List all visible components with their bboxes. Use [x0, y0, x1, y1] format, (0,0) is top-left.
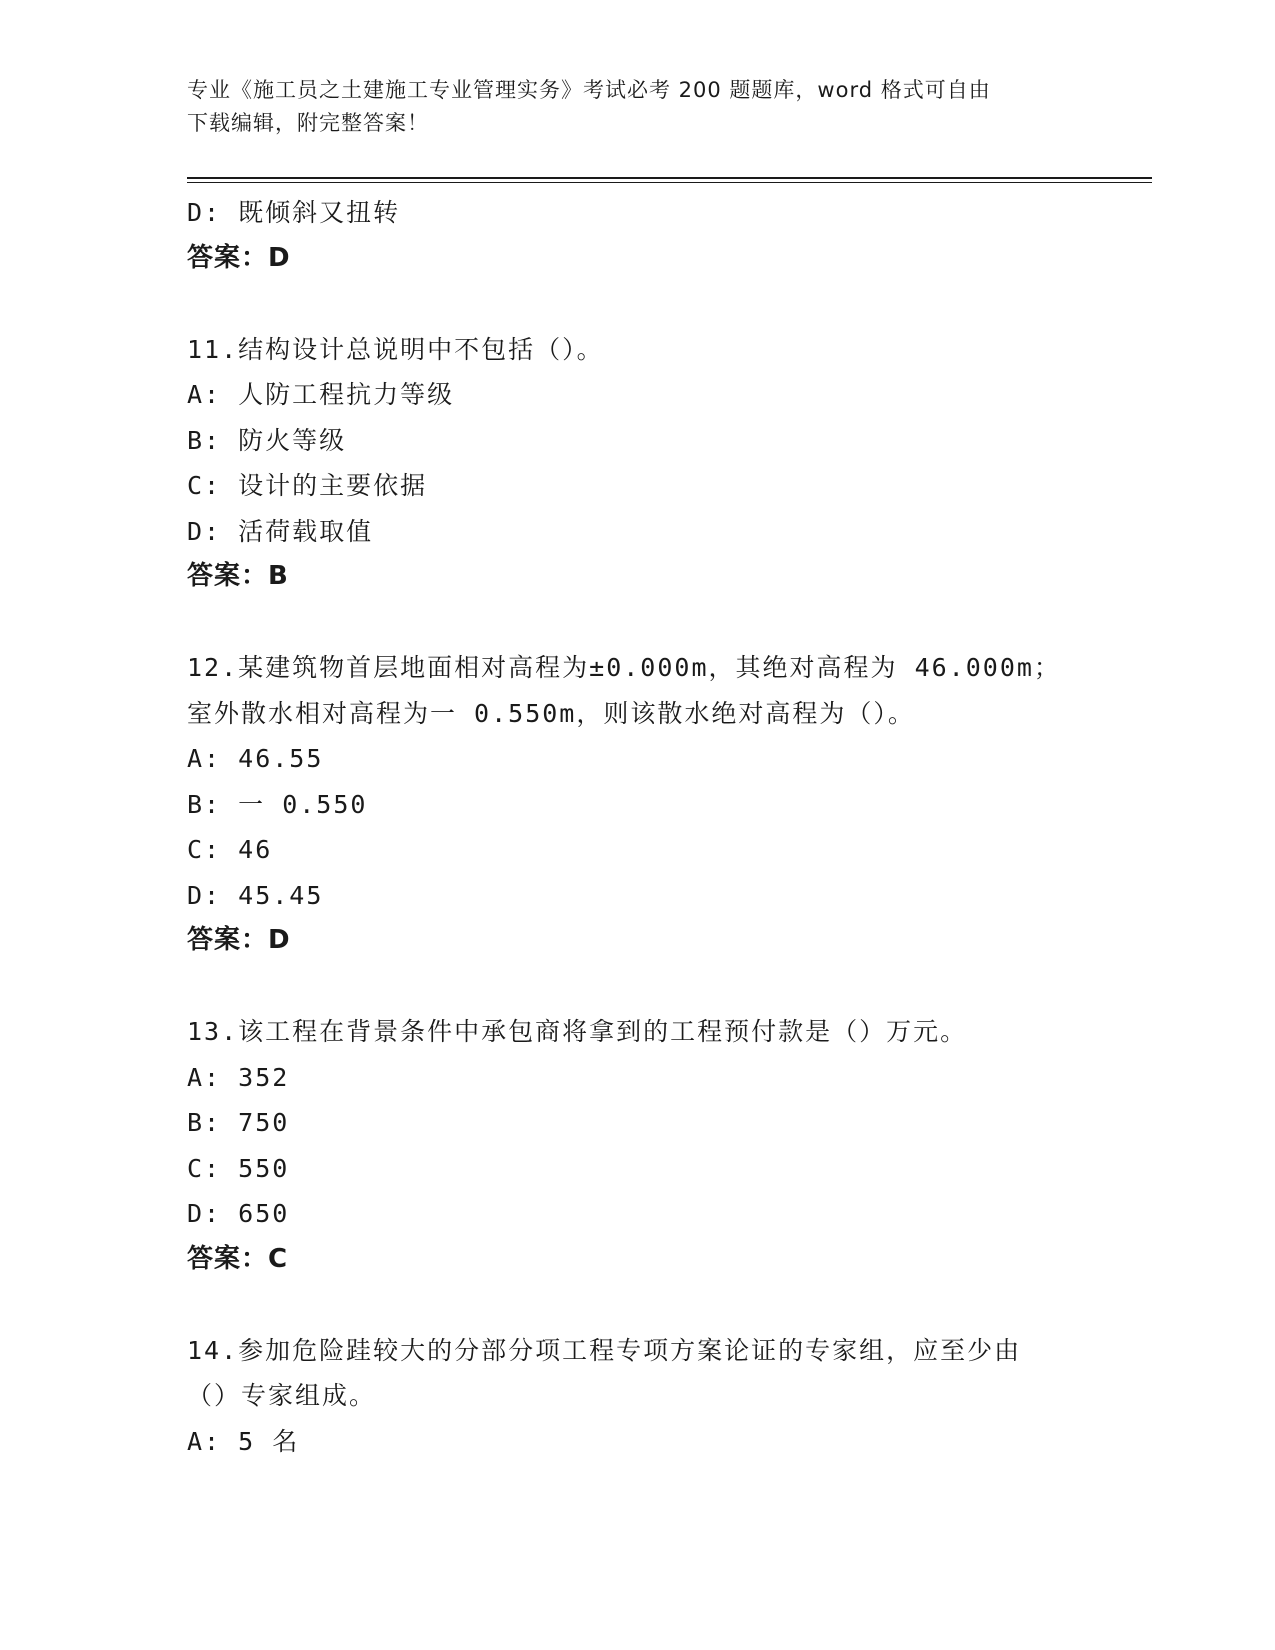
option-c: C: 46: [187, 835, 273, 864]
option-a: A: 5 名: [187, 1426, 300, 1456]
answer-line: 答案：B: [187, 561, 289, 591]
header-line-1: 专业《施工员之土建施工专业管理实务》考试必考 200 题题库，word 格式可自由: [187, 78, 991, 102]
question-stem: 12.某建筑物首层地面相对高程为±0.000m，其绝对高程为 46.000m；: [187, 653, 1061, 682]
question-stem-continued: （）专家组成。: [187, 1381, 377, 1410]
option-a: A: 352: [187, 1062, 290, 1092]
question-14: [187, 1328, 1152, 1465]
question-stem: 13.该工程在背景条件中承包商将拿到的工程预付款是（）万元。: [187, 1017, 968, 1046]
spacer: [187, 964, 1152, 1010]
option-a: A: 46.55: [187, 744, 324, 773]
question-12: [187, 645, 1152, 964]
question-stem: 11.结构设计总说明中不包括（）。: [187, 334, 604, 364]
option-b: B: 一 0.550: [187, 789, 368, 819]
answer-line: 答案：D: [187, 242, 291, 273]
question-stem-continued: 室外散水相对高程为一 0.550m，则该散水绝对高程为（）。: [187, 698, 915, 728]
answer-line: 答案：D: [187, 925, 291, 955]
option-c: C: 550: [187, 1153, 290, 1183]
header-divider-thin: [187, 182, 1152, 183]
header-line-2: 下载编辑，附完整答案！: [187, 111, 429, 135]
question-stem: 14.参加危险跬较大的分部分项工程专项方案论证的专家组，应至少由: [187, 1335, 1022, 1365]
option-b: B: 防火等级: [187, 425, 347, 455]
option-d: D: 45.45: [187, 880, 324, 910]
question-11: [187, 327, 1152, 600]
question-list: [187, 190, 1152, 1464]
option-a: A: 人防工程抗力等级: [187, 380, 455, 409]
spacer: [187, 1282, 1152, 1328]
question-13: [187, 1009, 1152, 1282]
option-d: D: 活荷载取值: [187, 516, 374, 546]
option-d: D: 650: [187, 1199, 290, 1228]
answer-line: 答案：C: [187, 1243, 289, 1274]
option-b: B: 750: [187, 1108, 290, 1137]
header-divider: [187, 177, 1152, 179]
option-c: C: 设计的主要依据: [187, 471, 428, 500]
option-d: D: 既倾斜又扭转: [187, 198, 401, 227]
page-header: [187, 74, 1087, 140]
spacer: [187, 281, 1152, 327]
spacer: [187, 600, 1152, 646]
